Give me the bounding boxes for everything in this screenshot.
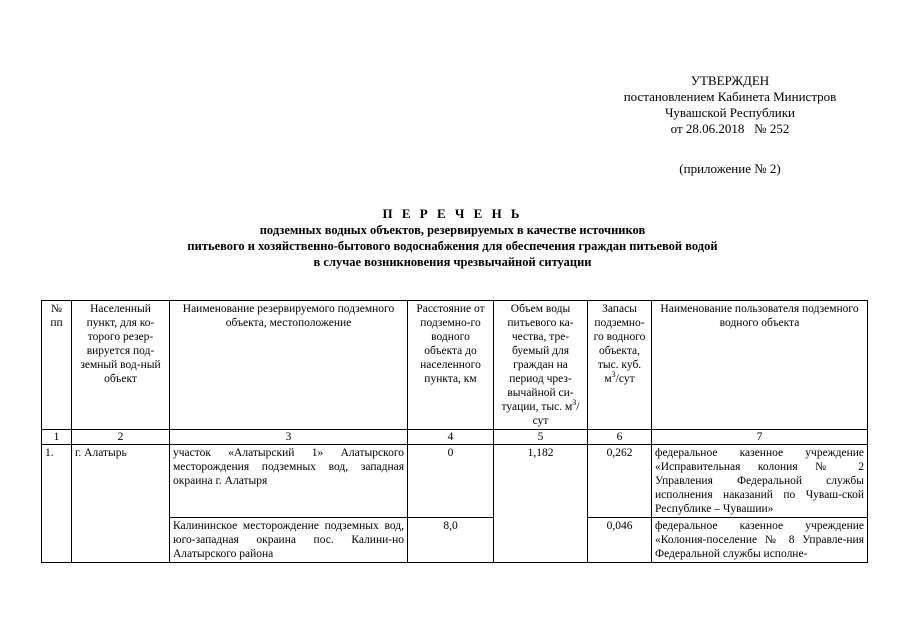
title-line-1: подземных водных объектов, резервируемых в качестве источников (259, 223, 646, 237)
row-user: федеральное казенное учреждение «Исправительная колония № 2 Управления Федеральной службы исполнения наказаний по Чуваш-ской Республике – Чувашии» (652, 445, 868, 518)
table-row (42, 445, 868, 518)
header-settlement: Населенный пункт, для ко-торого резер-вируется под-земный вод-ный объект (72, 301, 170, 430)
colnum: 5 (494, 430, 588, 445)
row-reserves: 0,262 (588, 445, 652, 518)
colnum: 4 (408, 430, 494, 445)
row-volume: 1,182 (494, 445, 588, 563)
header-reserves: Запасы подземно-го водного объекта, тыс. куб. $м^3$/сут (588, 301, 652, 430)
header-volume: Объем воды питьевого ка-чества, тре-буемый для граждан на период чрез-вычайной си-туации, тыс. $м^3$/сут (494, 301, 588, 430)
approval-block (600, 73, 860, 177)
colnum: 7 (652, 430, 868, 445)
header-row (42, 301, 868, 430)
colnum: 6 (588, 430, 652, 445)
header-user: Наименование пользователя подземного водного объекта (652, 301, 868, 430)
title-line-3: в случае возникновения чрезвычайной ситуации (313, 255, 592, 269)
row-distance: 8,0 (408, 518, 494, 563)
row-settlement: г. Алатырь (72, 445, 170, 563)
title-line-2: питьевого и хозяйственно-бытового водоснабжения для обеспечения граждан питьевой водой (187, 239, 718, 253)
row-distance: 0 (408, 445, 494, 518)
appendix-label: (приложение № 2) (679, 161, 781, 176)
header-distance: Расстояние от подземно-го водного объекта до населенного пункта, км (408, 301, 494, 430)
approval-resolution: постановлением Кабинета Министров (623, 89, 837, 104)
row-object: Калининское месторождение подземных вод, юго-западная окраина пос. Калини-но Алатырского района (170, 518, 408, 563)
column-number-row (42, 430, 868, 445)
approval-republic: Чувашской Республики (664, 105, 796, 120)
row-object: участок «Алатырский 1» Алатырского месторождения подземных вод, западная окраина г. Алатыря (170, 445, 408, 518)
approval-title: УТВЕРЖДЕН (690, 73, 770, 88)
title-heading: П Е Р Е Ч Е Н Ь (382, 206, 523, 221)
approval-date: от 28.06.2018 № 252 (670, 121, 790, 136)
document-title (0, 206, 905, 270)
colnum: 1 (42, 430, 72, 445)
row-user: федеральное казенное учреждение «Колония-поселение № 8 Управле-ния Федеральной службы исполне- (652, 518, 868, 563)
row-reserves: 0,046 (588, 518, 652, 563)
header-object: Наименование резервируемого подземного объекта, местоположение (170, 301, 408, 430)
colnum: 2 (72, 430, 170, 445)
header-num: № пп (42, 301, 72, 430)
reserve-table (41, 300, 868, 563)
row-num: 1. (42, 445, 72, 563)
colnum: 3 (170, 430, 408, 445)
